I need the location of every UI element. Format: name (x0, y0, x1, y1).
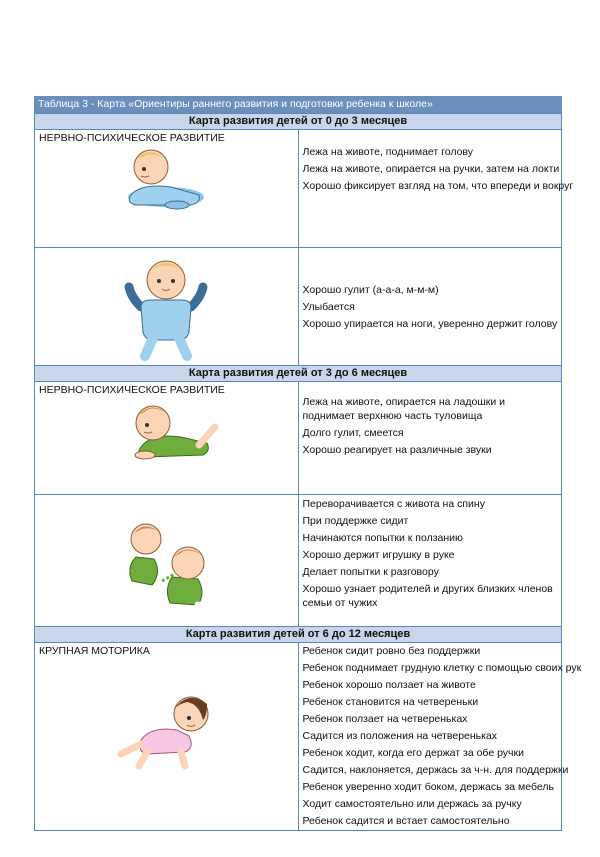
development-table (34, 96, 582, 831)
list-item: Ребенок хорошо ползает на животе (302, 679, 476, 691)
section-0-3-label-cell (35, 130, 299, 248)
section-header-0-3: Карта развития детей от 0 до 3 месяцев (35, 114, 562, 130)
list-item: Лежа на животе, опирается на ладошки и поднимает верхнюю часть туловища (302, 396, 506, 422)
section-6-12-label-cell (35, 643, 299, 831)
section-0-3-block2 (298, 248, 562, 366)
list-item: Ходит самостоятельно или держась за ручку (302, 798, 522, 810)
list-item: Лежа на животе, опирается на ручки, затем на локти (302, 163, 560, 175)
list-item: Садится из положения на четвереньках (302, 730, 498, 742)
page-mark: · · · (40, 80, 65, 86)
section-0-3-block1 (298, 130, 574, 248)
list-item: Начинаются попытки к ползанию (302, 532, 463, 544)
list-item: Ребенок садится и встает самостоятельно (302, 815, 510, 827)
section-header-3-6: Карта развития детей от 3 до 6 месяцев (35, 366, 562, 382)
section-3-6-block2 (298, 495, 562, 627)
list-item: Долго гулит, смеется (302, 427, 404, 439)
list-item: Хорошо узнает родителей и других близких членов семьи от чужих (302, 583, 553, 609)
section-6-12-list (298, 643, 582, 831)
list-item: Ребенок становится на четвереньки (302, 696, 479, 708)
list-item: Ребенок сидит ровно без поддержки (302, 645, 481, 657)
list-item: Улыбается (302, 301, 355, 313)
list-item: Ребенок ходит, когда его держат за обе ручки (302, 747, 524, 759)
section-6-12-label: КРУПНАЯ МОТОРИКА (39, 645, 150, 657)
baby-on-tummy-illustration (111, 397, 221, 467)
list-item: Ребенок поднимает грудную клетку с помощью своих рук (302, 662, 582, 674)
list-item: Лежа на животе, поднимает голову (302, 146, 474, 158)
list-item: Хорошо гулит (а-а-а, м-м-м) (302, 284, 439, 296)
section-3-6-illustration-cell (35, 495, 299, 627)
section-3-6-block1 (298, 382, 562, 495)
baby-crawling-illustration (111, 670, 221, 780)
section-0-3-illustration-cell (35, 248, 299, 366)
baby-rolling-over-illustration (106, 507, 226, 617)
table-title: Таблица 3 - Карта «Ориентиры раннего развития и подготовки ребенка к школе» (34, 96, 562, 113)
list-item: При поддержке сидит (302, 515, 409, 527)
list-item: Хорошо упирается на ноги, уверенно держит голову (302, 318, 558, 330)
list-item: Переворачивается с живота на спину (302, 498, 485, 510)
section-3-6-label: НЕРВНО-ПСИХИЧЕСКОЕ РАЗВИТИЕ (39, 384, 225, 396)
section-3-6-label-cell (35, 382, 299, 495)
list-item: Хорошо фиксирует взгляд на том, что впереди и вокруг (302, 180, 574, 192)
list-item: Ребенок ползает на четвереньках (302, 713, 468, 725)
list-item: Ребенок уверенно ходит боком, держась за мебель (302, 781, 554, 793)
list-item: Хорошо реагирует на различные звуки (302, 444, 492, 456)
baby-on-back-illustration (121, 252, 211, 362)
baby-lying-on-tummy-illustration (111, 145, 221, 215)
list-item: Садится, наклоняется, держась за ч-н. для поддержки (302, 764, 569, 776)
list-item: Делает попытки к разговору (302, 566, 439, 578)
section-header-6-12: Карта развития детей от 6 до 12 месяцев (35, 627, 562, 643)
list-item: Хорошо держит игрушку в руке (302, 549, 455, 561)
section-0-3-label: НЕРВНО-ПСИХИЧЕСКОЕ РАЗВИТИЕ (39, 132, 225, 144)
